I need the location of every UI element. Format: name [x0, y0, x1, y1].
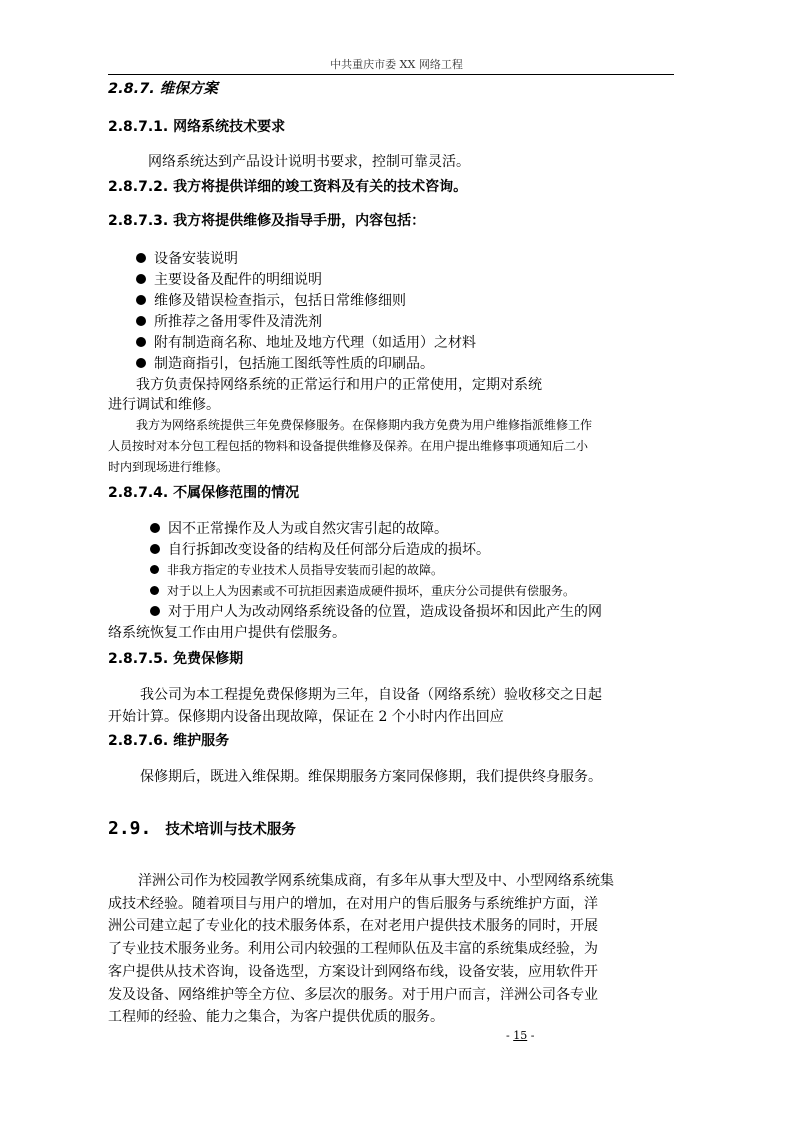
- paragraph: 络系统恢复工作由用户提供有偿服务。: [108, 625, 346, 641]
- paragraph: 保修期后，既进入维保期。维保期服务方案同保修期，我们提供终身服务。: [140, 769, 602, 785]
- bullet-item: 主要设备及配件的明细说明: [136, 269, 322, 289]
- paragraph-line: 洲公司建立起了专业化的技术服务体系，在对老用户提供技术服务的同时，开展: [108, 918, 598, 934]
- paragraph-line: 洋洲公司作为校园教学网系统集成商，有多年从事大型及中、小型网络系统集: [138, 873, 614, 889]
- section-heading-2-8-7: 2.8.7. 维保方案: [108, 81, 218, 97]
- bullet-item: 维修及错误检查指示，包括日常维修细则: [136, 290, 406, 310]
- bullet-icon: [150, 586, 159, 595]
- bullet-item: 对于以上人为因素或不可抗拒因素造成硬件损坏，重庆分公司提供有偿服务。: [150, 582, 575, 599]
- section-heading-2-9: 2.9. 技术培训与技术服务: [108, 818, 296, 839]
- bullet-icon: [136, 316, 146, 326]
- bullet-icon: [150, 523, 160, 533]
- bullet-item: 对于用户人为改动网络系统设备的位置，造成设备损坏和因此产生的网: [150, 601, 602, 621]
- bullet-item: 附有制造商名称、地址及地方代理（如适用）之材料: [136, 332, 476, 352]
- bullet-icon: [150, 544, 160, 554]
- paragraph: 我方负责保持网络系统的正常运行和用户的正常使用，定期对系统: [136, 377, 542, 393]
- paragraph-line: 发及设备、网络维护等全方位、多层次的服务。对于用户而言，洋洲公司各专业: [108, 987, 598, 1003]
- bullet-icon: [150, 565, 159, 574]
- paragraph: 开始计算。保修期内设备出现故障，保证在 2 个小时内作出回应: [108, 709, 504, 725]
- bullet-icon: [136, 295, 146, 305]
- paragraph: 我公司为本工程提免费保修期为三年，自设备（网络系统）验收移交之日起: [140, 687, 602, 703]
- paragraph-line: 成技术经验。随着项目与用户的增加，在对用户的售后服务与系统维护方面，洋: [108, 896, 598, 912]
- paragraph-line: 工程师的经验、能力之集合，为客户提供优质的服务。: [108, 1009, 444, 1025]
- bullet-icon: [136, 358, 146, 368]
- bullet-icon: [136, 274, 146, 284]
- section-heading-2-8-7-6: 2.8.7.6. 维护服务: [108, 733, 230, 749]
- section-heading-2-8-7-4: 2.8.7.4. 不属保修范围的情况: [108, 485, 300, 501]
- paragraph: 我方为网络系统提供三年免费保修服务。在保修期内我方免费为用户维修指派维修工作: [136, 418, 593, 432]
- bullet-item: 非我方指定的专业技术人员指导安装而引起的故障。: [150, 561, 443, 578]
- paragraph: 人员按时对本分包工程包括的物料和设备提供维修及保养。在用户提出维修事项通知后二小: [108, 439, 589, 453]
- section-heading-2-8-7-1: 2.8.7.1. 网络系统技术要求: [108, 119, 286, 135]
- paragraph: 网络系统达到产品设计说明书要求，控制可靠灵活。: [148, 154, 470, 170]
- bullet-item: 因不正常操作及人为或自然灾害引起的故障。: [150, 518, 448, 538]
- bullet-item: 所推荐之备用零件及清洗剂: [136, 311, 322, 331]
- page-number: - 15 -: [506, 1029, 535, 1042]
- section-heading-2-8-7-2: 2.8.7.2. 我方将提供详细的竣工资料及有关的技术咨询。: [108, 179, 468, 195]
- header-rule: [108, 74, 674, 75]
- section-heading-2-8-7-3: 2.8.7.3. 我方将提供维修及指导手册，内容包括：: [108, 213, 426, 229]
- paragraph-line: 客户提供从技术咨询，设备选型，方案设计到网络布线，设备安装，应用软件开: [108, 964, 598, 980]
- bullet-icon: [150, 606, 160, 616]
- bullet-item: 制造商指引，包括施工图纸等性质的印刷品。: [136, 353, 434, 373]
- running-header: 中共重庆市委 XX 网络工程: [330, 58, 463, 71]
- bullet-item: 设备安装说明: [136, 248, 238, 268]
- section-heading-2-8-7-5: 2.8.7.5. 免费保修期: [108, 651, 244, 667]
- bullet-icon: [136, 337, 146, 347]
- paragraph: 进行调试和维修。: [108, 397, 220, 413]
- paragraph: 时内到现场进行维修。: [108, 460, 229, 474]
- bullet-icon: [136, 253, 146, 263]
- bullet-item: 自行拆卸改变设备的结构及任何部分后造成的损坏。: [150, 539, 490, 559]
- paragraph-line: 了专业技术服务业务。利用公司内较强的工程师队伍及丰富的系统集成经验，为: [108, 941, 598, 957]
